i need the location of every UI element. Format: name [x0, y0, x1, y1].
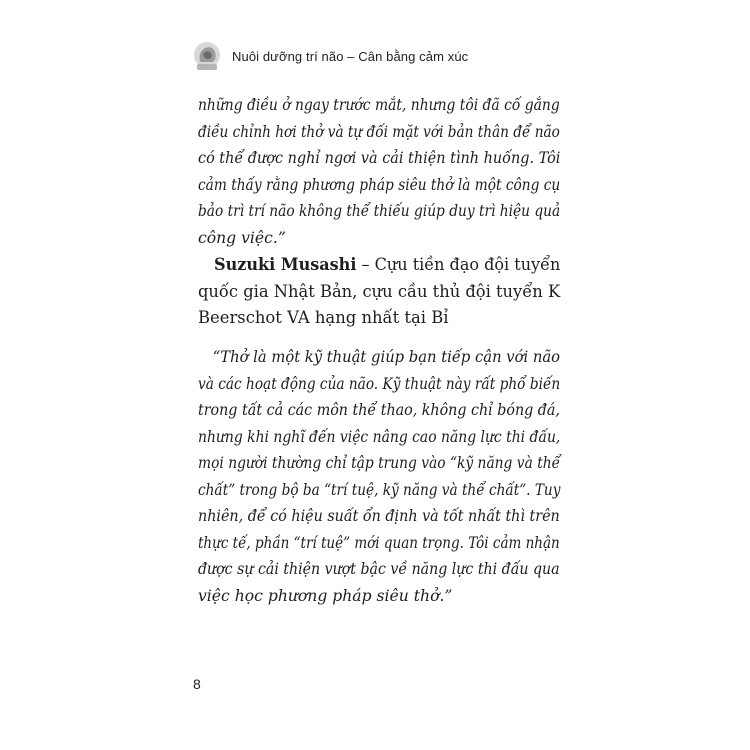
text-line: thực tế, phần “trí tuệ” mới quan trọng. Tôi cảm nhận	[198, 533, 560, 552]
text-line: chất” trong bộ ba “trí tuệ, kỹ năng và thể chất”. Tuy	[198, 480, 561, 499]
text-line: cảm thấy rằng phương pháp siêu thở là một công cụ	[198, 175, 561, 194]
attribution-name: Suzuki Musashi	[214, 255, 357, 274]
text-line: được sự cải thiện vượt bậc về năng lực thi đấu qua	[198, 560, 560, 578]
text-line: nhưng khi nghĩ đến việc nâng cao năng lực thi đấu,	[198, 427, 561, 446]
running-header	[192, 38, 468, 74]
quote	[198, 344, 560, 609]
attribution-line	[198, 252, 561, 279]
attribution-line: quốc gia Nhật Bản, cựu cầu thủ đội tuyển K	[198, 281, 561, 301]
text-line	[198, 344, 560, 371]
header-title: Nuôi dưỡng trí não – Cân bằng cảm xúc	[232, 48, 469, 64]
text-line-content: “Thở là một kỹ thuật giúp bạn tiếp cận với não	[212, 348, 560, 366]
text-line: trong tất cả các môn thể thao, không chỉ bóng đá,	[198, 401, 560, 419]
quote-continuation	[198, 92, 560, 251]
text-line: nhiên, để có hiệu suất ổn định và tốt nhất thì trên	[198, 507, 560, 525]
text-line: mọi người thường chỉ tập trung vào “kỹ năng và thể	[198, 454, 561, 472]
attribution	[198, 252, 560, 332]
text-line: những điều ở ngay trước mắt, nhưng tôi đã cố gắng	[198, 96, 560, 114]
text-line: việc học phương pháp siêu thở.”	[198, 586, 453, 605]
text-line: công việc.”	[198, 228, 286, 247]
text-line: điều chỉnh hơi thở và tự đối mặt với bản thân để não	[198, 122, 560, 141]
attribution-line: Beerschot VA hạng nhất tại Bỉ	[198, 308, 449, 327]
text-line: có thể được nghỉ ngơi và cải thiện tình huống. Tôi	[198, 149, 561, 167]
text-line: bảo trì trí não không thể thiếu giúp duy trì hiệu quả	[198, 202, 561, 220]
attribution-role: – Cựu tiền đạo đội tuyển	[356, 255, 561, 274]
text-line: và các hoạt động của não. Kỹ thuật này rất phổ biến	[198, 374, 561, 393]
page-number: 8	[193, 676, 201, 692]
brain-portrait-icon	[192, 40, 222, 72]
